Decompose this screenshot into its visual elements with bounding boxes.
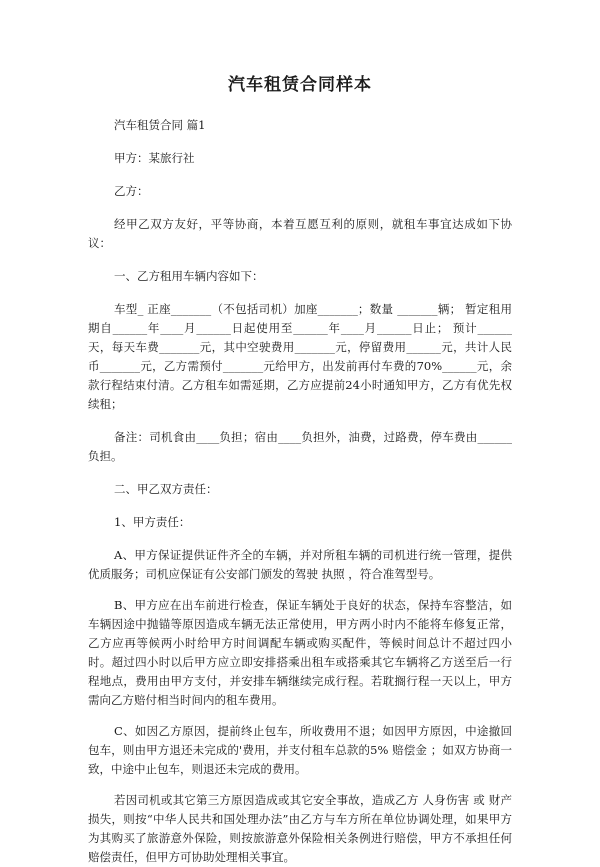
duty-b-paragraph: B、甲方应在出车前进行检查，保证车辆处于良好的状态，保持车容整洁，如车辆因途中抛锚等原因造成车辆无法正常使用，甲方两小时内不能将车修复正常，乙方应再等候两小时给甲方时间调配车辆或购买配件，等候时间总计不超过四小时。超过四小时以后甲方应立即安排搭乘出租车或搭乘其它车辆将乙方送至后一行程地点，费用由甲方支付，并安排车辆继续完成行程。若耽搁行程一天以上，甲方需向乙方赔付相当时间内的租车费用。	[88, 598, 512, 707]
rental-details-paragraph: 车型_ 正座_______（不包括司机）加座_______；数量 _______辆； 暂定租用期自______年____月______日起使用至______年____月______日止； 预计______天，每天车费_______元，其中空驶费用_______元，停留费用______元，共计人民币_______元，乙方需预付_______元给甲方，出发前再付车费的70%______元，余款行程结束付清。乙方租车如需延期，乙方应提前24小时通知甲方，乙方有优先权续租；	[88, 302, 512, 411]
party-a-line: 甲方：某旅行社	[114, 151, 195, 165]
accident-liability-paragraph: 若因司机或其它第三方原因造成或其它安全事故，造成乙方 人身伤害 或 财产损失，则按“中华人民共和国处理办法”由乙方与车方所在单位协调处理，如果甲方为其购买了旅游意外保险，则按旅游意外保险相关条例进行赔偿，甲方不承担任何赔偿责任，但甲方可协助处理相关事宜。	[88, 793, 512, 864]
remarks-paragraph: 备注：司机食由____负担；宿由____负担外，油费，过路费，停车费由______负担。	[88, 430, 512, 463]
agreement-intro: 经甲乙双方友好，平等协商，本着互愿互利的原则，就租车事宜达成如下协议：	[88, 217, 512, 250]
section-heading-part1: 汽车租赁合同 篇1	[114, 118, 206, 132]
clause-2-heading: 二、甲乙双方责任：	[114, 482, 218, 496]
duty-a-paragraph: A、甲方保证提供证件齐全的车辆，并对所租车辆的司机进行统一管理，提供优质服务；司机应保证有公安部门颁发的驾驶 执照 ，符合准驾型号。	[88, 548, 512, 581]
party-b-line: 乙方：	[114, 184, 149, 198]
duty-c-paragraph: C、如因乙方原因，提前终止包车，所收费用不退；如因甲方原因，中途撤回包车，则由甲方退还未完成的'费用，并支付租车总款的5% 赔偿金 ；如双方协商一致，中途中止包车，则退还未完成的费用。	[88, 724, 512, 776]
clause-1-heading: 一、乙方租用车辆内容如下：	[114, 269, 264, 283]
document-title: 汽车租赁合同样本	[228, 75, 372, 95]
party-a-duties-heading: 1、甲方责任：	[114, 515, 191, 529]
